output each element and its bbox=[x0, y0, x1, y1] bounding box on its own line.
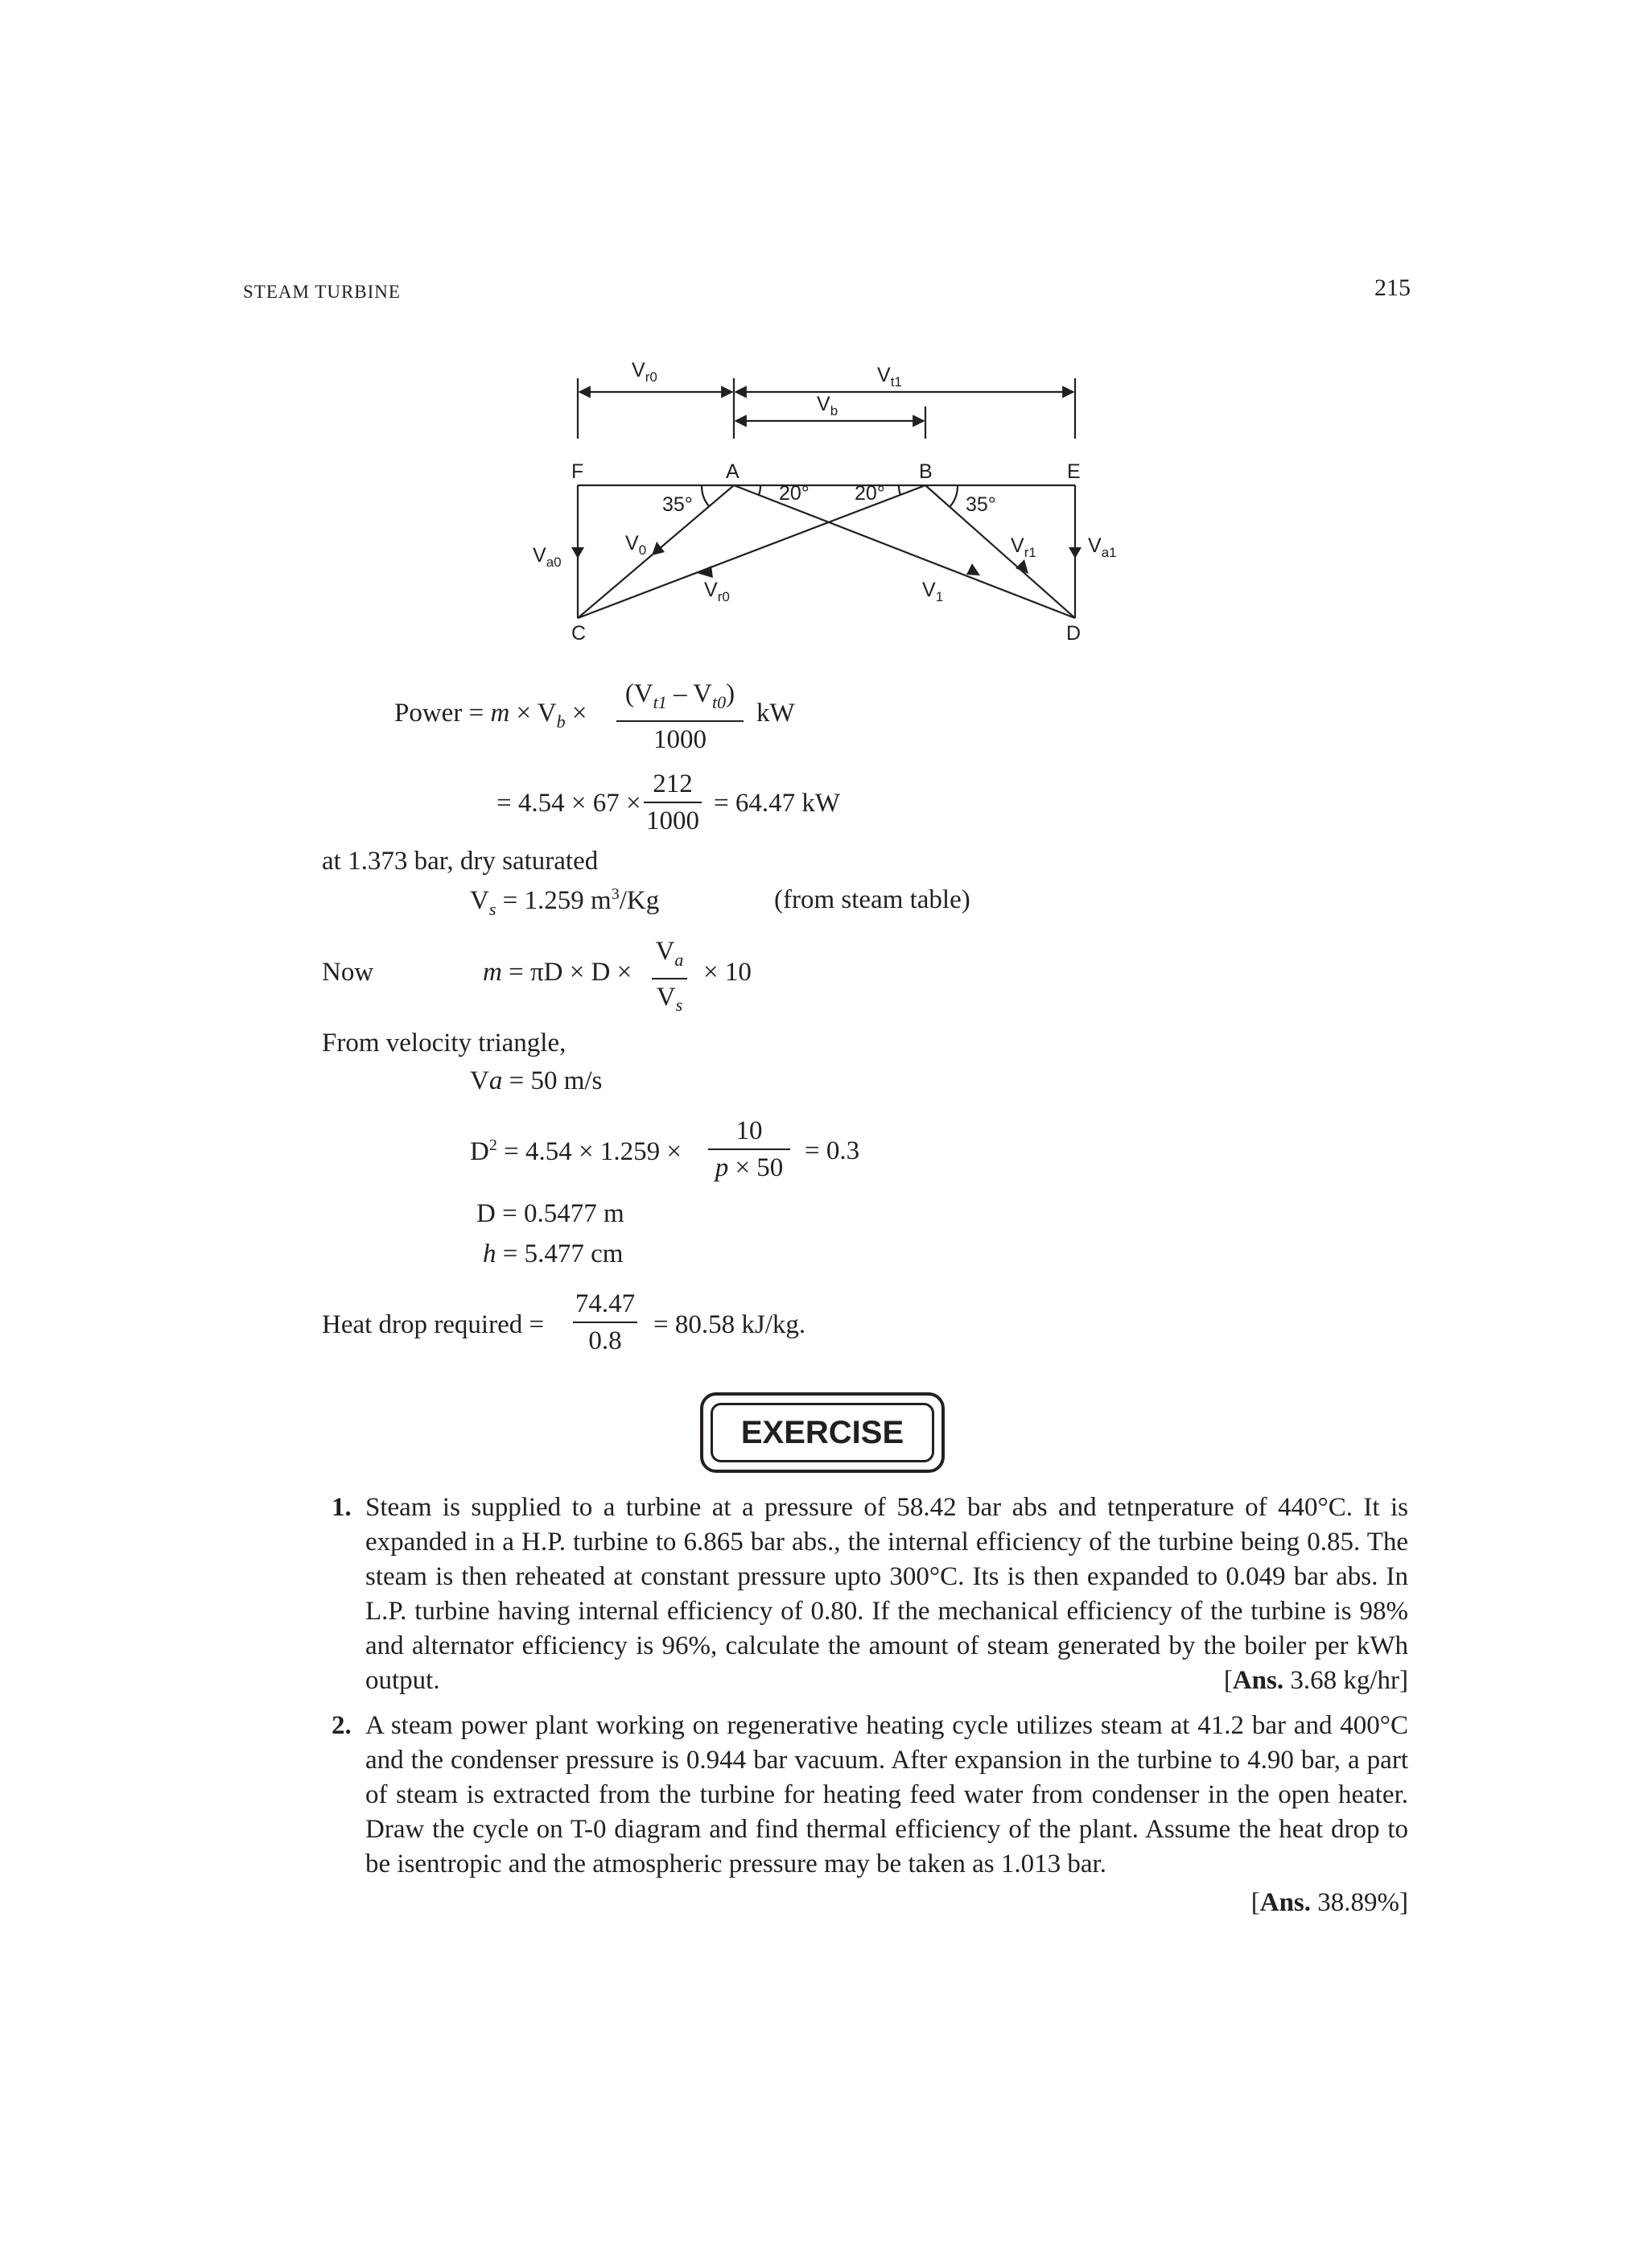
steam-table-note: (from steam table) bbox=[774, 885, 970, 914]
label-va0: $V_{a0}$ bbox=[533, 544, 562, 570]
va-line: Va = 50 m/s bbox=[470, 1066, 603, 1095]
label-vr0-top: $V_{r0}$ bbox=[632, 359, 657, 385]
label-vr1: $V_{r1}$ bbox=[1011, 534, 1036, 560]
problem-answer: [Ans. 3.68 kg/hr] bbox=[1223, 1666, 1408, 1695]
label-vt1-top: $V_{t1}$ bbox=[877, 364, 902, 390]
mass-flow-fraction: $\frac{V_a}{V_s}$ bbox=[652, 934, 687, 1023]
running-header: STEAM TURBINE bbox=[243, 282, 401, 302]
arc-35-right bbox=[950, 485, 958, 506]
power-fraction: $\frac{(V_{t1} - V_{t0})}{1000}$ bbox=[616, 676, 744, 757]
power-eq-left: Power = $m \times V_b$ × bbox=[394, 699, 587, 732]
arc-35-left bbox=[702, 485, 709, 506]
arrow-va1 bbox=[1069, 547, 1082, 559]
height-line: h = 5.477 cm bbox=[483, 1239, 624, 1268]
label-v1: $V_1$ bbox=[922, 579, 944, 604]
power-line2-left: = 4.54 × 67 × bbox=[496, 789, 641, 818]
specific-volume-line: $V_s = 1.259$ $m^3/Kg$ bbox=[470, 885, 660, 919]
exercise-heading: EXERCISE bbox=[711, 1403, 934, 1462]
angle-35-left: 35° bbox=[662, 493, 693, 516]
from-velocity-triangle: From velocity triangle, bbox=[322, 1029, 566, 1058]
at-pressure-line: at 1.373 bar, dry saturated bbox=[322, 847, 599, 876]
angle-35-right: 35° bbox=[966, 493, 996, 516]
exercise-heading-box bbox=[700, 1392, 945, 1473]
heat-drop-result: = 80.58 kJ/kg. bbox=[653, 1310, 806, 1339]
d-squared-result: = 0.3 bbox=[805, 1136, 860, 1165]
label-v0: $V_0$ bbox=[625, 532, 647, 558]
point-b: B bbox=[919, 460, 933, 483]
point-f: F bbox=[571, 460, 584, 483]
point-a: A bbox=[726, 460, 740, 483]
d-squared-fraction: $\frac{10}{p \times 50}$ bbox=[708, 1113, 790, 1186]
arrow-v0 bbox=[652, 542, 665, 555]
angle-20-a: 20° bbox=[779, 482, 810, 505]
point-e: E bbox=[1067, 460, 1081, 483]
d-squared-left: $D^2 = 4.54 \times 1.259$ × bbox=[470, 1136, 682, 1166]
problem-number: 2. bbox=[332, 1711, 352, 1740]
label-vr0: $V_{r0}$ bbox=[704, 579, 730, 604]
point-c: C bbox=[571, 622, 587, 645]
power-unit: kW bbox=[756, 699, 795, 728]
arc-20-a bbox=[759, 485, 760, 495]
arrow-vr0 bbox=[697, 566, 713, 578]
arc-20-b bbox=[899, 485, 900, 495]
diameter-line: D = 0.5477 m bbox=[476, 1199, 624, 1228]
power-line2-fraction: $\frac{212}{1000}$ bbox=[644, 766, 702, 839]
page-number: 215 bbox=[1374, 274, 1411, 301]
heat-drop-label: Heat drop required = bbox=[322, 1310, 545, 1339]
line-bd bbox=[925, 485, 1075, 618]
angle-20-b: 20° bbox=[855, 482, 885, 505]
problem-number: 1. bbox=[332, 1493, 352, 1522]
problem-text: Steam is supplied to a turbine at a pressure of 58.42 bar abs and tetnperature of 440°C. It is expanded in a H.P. turbine to 6.865 bar abs., the internal efficiency of the turbine being 0.85. The steam is then reheated at constant pressure upto 300°C. Its is then expanded to 0.049 bar abs. In L.P. turbine having internal efficiency of 0.80. If the mechanical efficiency of the turbine is 98% and alternator efficiency is 96%, calculate the amount of steam generated by the boiler per kWh output. bbox=[365, 1493, 1408, 1695]
label-vb: $V_b$ bbox=[817, 393, 838, 419]
power-line2-result: = 64.47 kW bbox=[714, 789, 841, 818]
now-label: Now bbox=[322, 958, 374, 987]
velocity-triangle-diagram bbox=[0, 0, 1648, 660]
label-va1: $V_{a1}$ bbox=[1088, 534, 1117, 560]
exercise-problem-2 bbox=[332, 1709, 1408, 1920]
mass-flow-times10: × 10 bbox=[703, 958, 752, 987]
problem-answer: [Ans. 38.89%] bbox=[1250, 1888, 1408, 1917]
heat-drop-fraction: $\frac{74.47}{0.8}$ bbox=[573, 1286, 637, 1359]
mass-flow-left: m = πD × D × bbox=[483, 958, 632, 987]
problem-text: A steam power plant working on regenerative heating cycle utilizes steam at 41.2 bar and 400°C and the condenser pressure is 0.944 bar vacuum. After expansion in the turbine to 4.90 bar, a part of steam is extracted from the turbine for heating feed water from condenser in the open heater. Draw the cycle on T-0 diagram and find thermal efficiency of the plant. Assume the heat drop to be isentropic and the atmospheric pressure may be taken as 1.013 bar. bbox=[365, 1711, 1408, 1878]
exercise-problem-1 bbox=[332, 1491, 1408, 1698]
arrow-v1 bbox=[966, 563, 980, 575]
point-d: D bbox=[1066, 622, 1082, 645]
arrow-va0 bbox=[571, 547, 584, 559]
